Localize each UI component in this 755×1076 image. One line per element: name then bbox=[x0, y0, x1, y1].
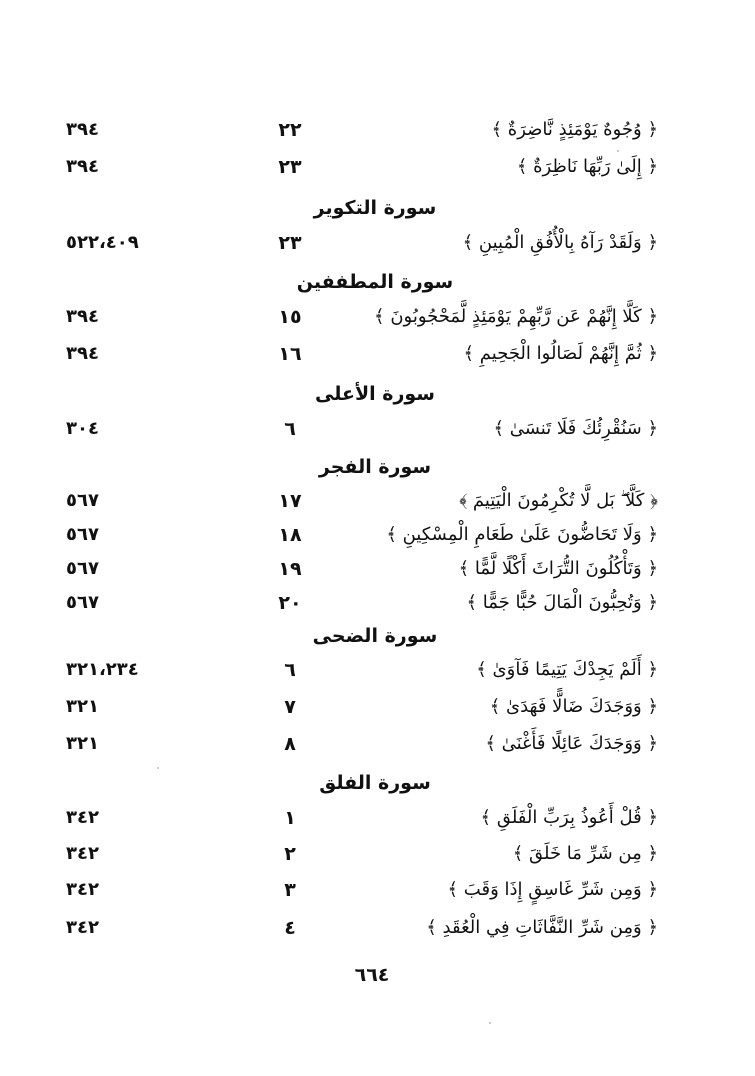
verse-row bbox=[0, 873, 755, 907]
page-references: ٥٦٧ bbox=[66, 592, 99, 613]
verse-row bbox=[0, 150, 755, 184]
verse-text: ﴿ قُلْ أَعُوذُ بِرَبِّ الْفَلَقِ ﴾ bbox=[480, 807, 658, 828]
verse-number: ٢٢ bbox=[278, 119, 302, 141]
verse-number: ٨ bbox=[284, 733, 296, 755]
page-references: ٣٩٤ bbox=[66, 306, 99, 327]
verse-text: ﴿ وَلَا تَحَاضُّونَ عَلَىٰ طَعَامِ الْمِسْكِينِ ﴾ bbox=[386, 524, 658, 545]
page-references: ٣٢١،٢٣٤ bbox=[66, 659, 139, 680]
page-references: ٥٦٧ bbox=[66, 524, 99, 545]
verse-number: ١٦ bbox=[278, 343, 302, 365]
verse-text: ﴿ وَلَقَدْ رَآهُ بِالْأُفُقِ الْمُبِينِ ﴾ bbox=[462, 232, 658, 253]
verse-text: ﴿ إِلَىٰ رَبِّهَا نَاظِرَةٌ ﴾ bbox=[516, 156, 658, 177]
surah-heading: سورة المطففين bbox=[296, 271, 454, 293]
verse-row bbox=[0, 412, 755, 446]
verse-row bbox=[0, 801, 755, 835]
verse-text: ﴿ أَلَمْ يَجِدْكَ يَتِيمًا فَآوَىٰ ﴾ bbox=[476, 659, 658, 680]
verse-text: ﴿ وَمِن شَرِّ غَاسِقٍ إِذَا وَقَبَ ﴾ bbox=[447, 879, 658, 900]
verse-number: ١٥ bbox=[278, 306, 302, 328]
verse-number: ٢٠ bbox=[278, 592, 302, 614]
verse-text: ﴿ كَلَّا ۖ بَل لَّا تُكْرِمُونَ الْيَتِيمَ ﴾ bbox=[459, 490, 658, 511]
page-references: ٣٢١ bbox=[66, 696, 99, 717]
page-references: ٣٤٢ bbox=[66, 879, 99, 900]
verse-number: ٢٣ bbox=[278, 232, 302, 254]
verse-text: ﴿ ثُمَّ إِنَّهُمْ لَصَالُوا الْجَحِيمِ ﴾ bbox=[463, 343, 658, 364]
page-references: ٥٦٧ bbox=[66, 558, 99, 579]
page-references: ٣٩٤ bbox=[66, 343, 99, 364]
verse-row bbox=[0, 518, 755, 552]
verse-number: ٣ bbox=[284, 879, 296, 901]
scan-speck bbox=[617, 150, 619, 152]
verse-text: ﴿ كَلَّا إِنَّهُمْ عَن رَّبِّهِمْ يَوْمَئِذٍ لَّمَحْجُوبُونَ ﴾ bbox=[374, 306, 658, 327]
page-references: ٣٩٤ bbox=[66, 156, 99, 177]
verse-row bbox=[0, 552, 755, 586]
page-references: ٣٠٤ bbox=[66, 418, 99, 439]
scan-speck bbox=[157, 767, 159, 769]
verse-text: ﴿ وُجُوهٌ يَوْمَئِذٍ نَّاضِرَةٌ ﴾ bbox=[491, 119, 658, 140]
verse-row bbox=[0, 727, 755, 761]
verse-number: ١ bbox=[284, 807, 296, 829]
page-references: ٣٤٢ bbox=[66, 843, 99, 864]
verse-text: ﴿ وَتُحِبُّونَ الْمَالَ حُبًّا جَمًّا ﴾ bbox=[466, 592, 658, 613]
verse-text: ﴿ سَنُقْرِئُكَ فَلَا تَنسَىٰ ﴾ bbox=[493, 418, 658, 439]
verse-row bbox=[0, 837, 755, 871]
surah-heading: سورة الأعلى bbox=[315, 383, 435, 405]
verse-row bbox=[0, 484, 755, 518]
verse-row bbox=[0, 337, 755, 371]
verse-row bbox=[0, 653, 755, 687]
verse-row bbox=[0, 586, 755, 620]
page-references: ٥٦٧ bbox=[66, 490, 99, 511]
verse-text: ﴿ وَمِن شَرِّ النَّفَّاثَاتِ فِي الْعُقَدِ ﴾ bbox=[426, 917, 658, 938]
verse-text: ﴿ وَتَأْكُلُونَ التُّرَاثَ أَكْلًا لَّمًّا ﴾ bbox=[458, 558, 658, 579]
page-references: ٣٢١ bbox=[66, 733, 99, 754]
page-references: ٥٢٢،٤٠٩ bbox=[66, 232, 139, 253]
verse-number: ٧ bbox=[284, 696, 296, 718]
verse-text: ﴿ وَوَجَدَكَ عَائِلًا فَأَغْنَىٰ ﴾ bbox=[485, 733, 658, 754]
page-references: ٣٩٤ bbox=[66, 119, 99, 140]
scan-speck bbox=[489, 1022, 491, 1024]
verse-text: ﴿ وَوَجَدَكَ ضَالًّا فَهَدَىٰ ﴾ bbox=[489, 696, 658, 717]
verse-row bbox=[0, 911, 755, 945]
page-references: ٣٤٢ bbox=[66, 917, 99, 938]
verse-number: ٦ bbox=[284, 659, 296, 681]
verse-row bbox=[0, 113, 755, 147]
verse-number: ٢ bbox=[284, 843, 296, 865]
verse-number: ١٧ bbox=[278, 490, 302, 512]
verse-number: ٦ bbox=[284, 418, 296, 440]
page-number: ٦٦٤ bbox=[354, 964, 390, 986]
verse-row bbox=[0, 690, 755, 724]
verse-number: ١٨ bbox=[278, 524, 302, 546]
verse-text: ﴿ مِن شَرِّ مَا خَلَقَ ﴾ bbox=[512, 843, 658, 864]
verse-row bbox=[0, 226, 755, 260]
surah-heading: سورة الفجر bbox=[318, 456, 432, 478]
verse-row bbox=[0, 300, 755, 334]
surah-heading: سورة الضحى bbox=[312, 625, 438, 647]
surah-heading: سورة التكوير bbox=[313, 197, 437, 219]
verse-number: ٤ bbox=[284, 917, 296, 939]
surah-heading: سورة الفلق bbox=[319, 772, 431, 794]
page-references: ٣٤٢ bbox=[66, 807, 99, 828]
verse-number: ١٩ bbox=[278, 558, 302, 580]
verse-number: ٢٣ bbox=[278, 156, 302, 178]
